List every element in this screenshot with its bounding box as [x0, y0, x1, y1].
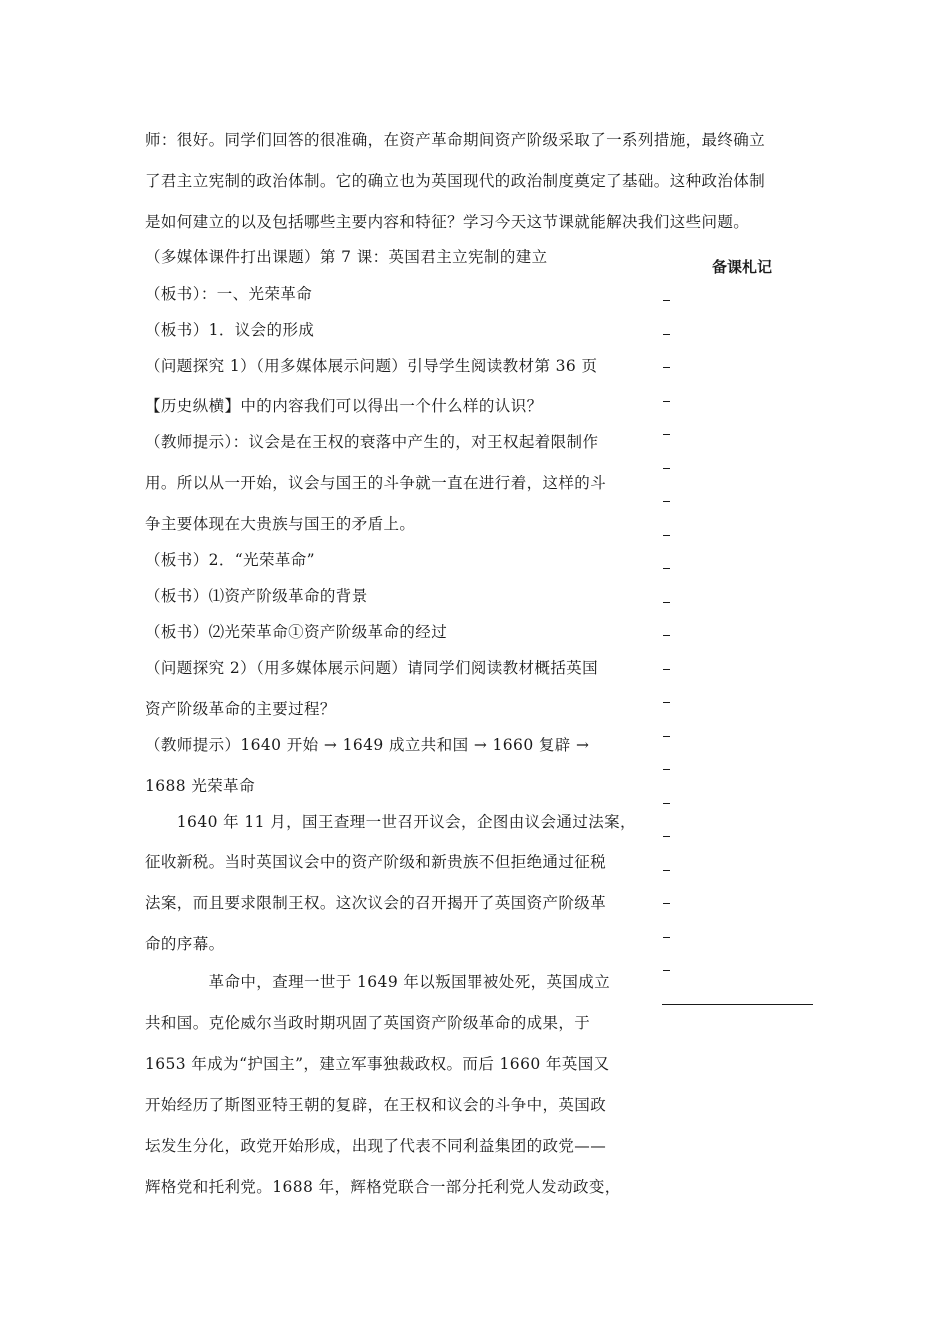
note-line: [663, 300, 670, 301]
intro-line-3: 是如何建立的以及包括哪些主要内容和特征？学习今天这节课就能解决我们这些问题。: [145, 213, 750, 231]
intro-line-2: 了君主立宪制的政治体制。它的确立也为英国现代的政治制度奠定了基础。这种政治体制: [145, 172, 766, 190]
body-line: （多媒体课件打出课题）第 7 课：英国君主立宪制的建立: [145, 248, 548, 266]
note-line: [663, 602, 670, 603]
body-line: 资产阶级革命的主要过程？: [145, 700, 336, 718]
note-line: [663, 635, 670, 636]
body-line: 共和国。克伦威尔当政时期巩固了英国资产阶级革命的成果，于: [145, 1014, 591, 1032]
intro-line-1: 师：很好。同学们回答的很准确，在资产革命期间资产阶级采取了一系列措施，最终确立: [145, 131, 766, 149]
body-line: 开始经历了斯图亚特王朝的复辟，在王权和议会的斗争中，英国政: [145, 1096, 607, 1114]
body-line: （板书）：一、光荣革命: [145, 285, 313, 303]
body-line: 争主要体现在大贵族与国王的矛盾上。: [145, 515, 416, 533]
note-line: [663, 367, 670, 368]
body-line: 1640 年 11 月，国王查理一世召开议会，企图由议会通过法案，: [145, 813, 636, 831]
notes-divider: [662, 1004, 813, 1005]
note-line: [663, 334, 670, 335]
note-line: [663, 434, 670, 435]
body-line: 1653 年成为“护国主”，建立军事独裁政权。而后 1660 年英国又: [145, 1055, 610, 1073]
note-line: [663, 501, 670, 502]
notes-title: 备课札记: [712, 258, 773, 276]
body-line: （板书）2．“光荣革命”: [145, 551, 316, 569]
note-line: [663, 970, 670, 971]
note-line: [663, 937, 670, 938]
body-line: 命的序幕。: [145, 935, 225, 953]
body-line: （板书）⑵光荣革命①资产阶级革命的经过: [145, 623, 448, 641]
body-line: （教师提示）1640 开始 → 1649 成立共和国 → 1660 复辟 →: [145, 736, 590, 754]
note-line: [663, 669, 670, 670]
body-line: 坛发生分化，政党开始形成，出现了代表不同利益集团的政党——: [145, 1137, 607, 1155]
body-line: 1688 光荣革命: [145, 777, 255, 795]
body-line: 征收新税。当时英国议会中的资产阶级和新贵族不但拒绝通过征税: [145, 853, 607, 871]
body-line: （板书）1．议会的形成: [145, 321, 315, 339]
body-line: （教师提示）：议会是在王权的衰落中产生的，对王权起着限制作: [145, 433, 599, 451]
body-line: 法案，而且要求限制王权。这次议会的召开揭开了英国资产阶级革: [145, 894, 607, 912]
note-line: [663, 836, 670, 837]
note-line: [663, 535, 670, 536]
note-line: [663, 401, 670, 402]
body-line: （板书）⑴资产阶级革命的背景: [145, 587, 368, 605]
note-line: [663, 468, 670, 469]
body-line: （问题探究 1）（用多媒体展示问题）引导学生阅读教材第 36 页: [145, 357, 598, 375]
note-line: [663, 736, 670, 737]
body-line: 【历史纵横】中的内容我们可以得出一个什么样的认识？: [145, 397, 543, 415]
body-line: 用。所以从一开始，议会与国王的斗争就一直在进行着，这样的斗: [145, 474, 607, 492]
body-line: 辉格党和托利党。1688 年，辉格党联合一部分托利党人发动政变，: [145, 1178, 621, 1196]
note-line: [663, 702, 670, 703]
body-line: 革命中，查理一世于 1649 年以叛国罪被处死，英国成立: [145, 973, 611, 991]
note-line: [663, 568, 670, 569]
note-line: [663, 769, 670, 770]
note-line: [663, 870, 670, 871]
note-line: [663, 903, 670, 904]
note-line: [663, 803, 670, 804]
body-line: （问题探究 2）（用多媒体展示问题）请同学们阅读教材概括英国: [145, 659, 599, 677]
